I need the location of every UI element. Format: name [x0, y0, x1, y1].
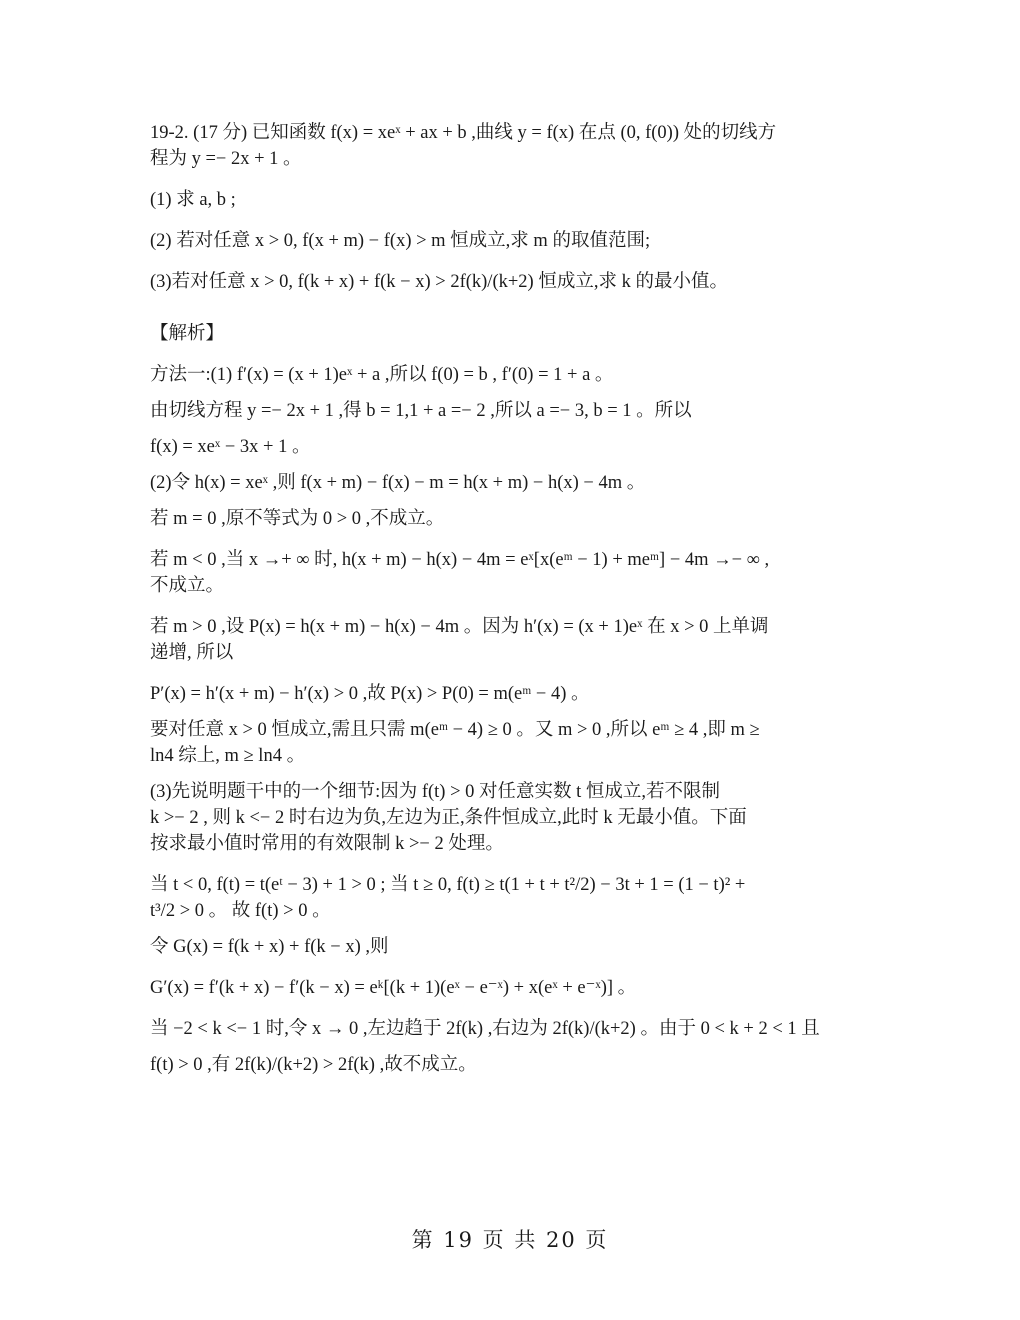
analysis-line: 令 G(x) = f(k + x) + f(k − x) ,则	[150, 937, 389, 957]
analysis-line: f(t) > 0 ,有 2f(k)/(k+2) > 2f(k) ,故不成立。	[150, 1055, 477, 1075]
analysis-line: 由切线方程 y =− 2x + 1 ,得 b = 1,1 + a =− 2 ,所以 a =− 3, b = 1 。所以	[150, 401, 692, 421]
analysis-line: 当 t < 0, f(t) = t(eᵗ − 3) + 1 > 0 ; 当 t ≥ 0, f(t) ≥ t(1 + t + t²/2) − 3t + 1 = (1 − t)² +	[150, 875, 746, 895]
analysis-line: 不成立。	[150, 576, 225, 596]
problem-stem-line-1: 19-2. (17 分) 已知函数 f(x) = xeˣ + ax + b ,曲线 y = f(x) 在点 (0, f(0)) 处的切线方	[150, 123, 777, 143]
analysis-line: ln4 综上, m ≥ ln4 。	[150, 746, 306, 766]
problem-stem-line-2: 程为 y =− 2x + 1 。	[150, 149, 302, 169]
document-body	[150, 120, 866, 1078]
analysis-heading: 【解析】	[150, 324, 225, 344]
analysis-line: (3)先说明题干中的一个细节:因为 f(t) > 0 对任意实数 t 恒成立,若不限制	[150, 782, 721, 802]
analysis-line: t³/2 > 0 。 故 f(t) > 0 。	[150, 901, 331, 921]
analysis-line: 若 m > 0 ,设 P(x) = h(x + m) − h(x) − 4m 。因为 h′(x) = (x + 1)eˣ 在 x > 0 上单调	[150, 617, 769, 637]
question-2: (2) 若对任意 x > 0, f(x + m) − f(x) > m 恒成立,求 m 的取值范围;	[150, 231, 651, 251]
analysis-line: k >− 2 , 则 k <− 2 时右边为负,左边为正,条件恒成立,此时 k 无最小值。下面	[150, 808, 747, 828]
analysis-line: 递增, 所以	[150, 643, 234, 663]
analysis-line: 要对任意 x > 0 恒成立,需且只需 m(eᵐ − 4) ≥ 0 。又 m > 0 ,所以 eᵐ ≥ 4 ,即 m ≥	[150, 720, 760, 740]
analysis-line: 若 m < 0 ,当 x →+ ∞ 时, h(x + m) − h(x) − 4m = eˣ[x(eᵐ − 1) + meᵐ] − 4m →− ∞ ,	[150, 550, 770, 570]
analysis-line: 方法一:(1) f′(x) = (x + 1)eˣ + a ,所以 f(0) = b , f′(0) = 1 + a 。	[150, 365, 614, 385]
analysis-line: 若 m = 0 ,原不等式为 0 > 0 ,不成立。	[150, 509, 445, 529]
question-1: (1) 求 a, b ;	[150, 190, 236, 210]
analysis-line: f(x) = xeˣ − 3x + 1 。	[150, 437, 311, 457]
analysis-line: 按求最小值时常用的有效限制 k >− 2 处理。	[150, 834, 504, 854]
analysis-line: P′(x) = h′(x + m) − h′(x) > 0 ,故 P(x) > P(0) = m(eᵐ − 4) 。	[150, 684, 590, 704]
page-footer: 第 19 页 共 20 页	[411, 1228, 609, 1252]
analysis-line: 当 −2 < k <− 1 时,令 x → 0 ,左边趋于 2f(k) ,右边为 2f(k)/(k+2) 。由于 0 < k + 2 < 1 且	[150, 1019, 820, 1039]
analysis-line: G′(x) = f′(k + x) − f′(k − x) = eᵏ[(k + 1)(eˣ − e⁻ˣ) + x(eˣ + e⁻ˣ)] 。	[150, 978, 637, 998]
analysis-line: (2)令 h(x) = xeˣ ,则 f(x + m) − f(x) − m = h(x + m) − h(x) − 4m 。	[150, 473, 646, 493]
question-3: (3)若对任意 x > 0, f(k + x) + f(k − x) > 2f(k)/(k+2) 恒成立,求 k 的最小值。	[150, 272, 728, 292]
